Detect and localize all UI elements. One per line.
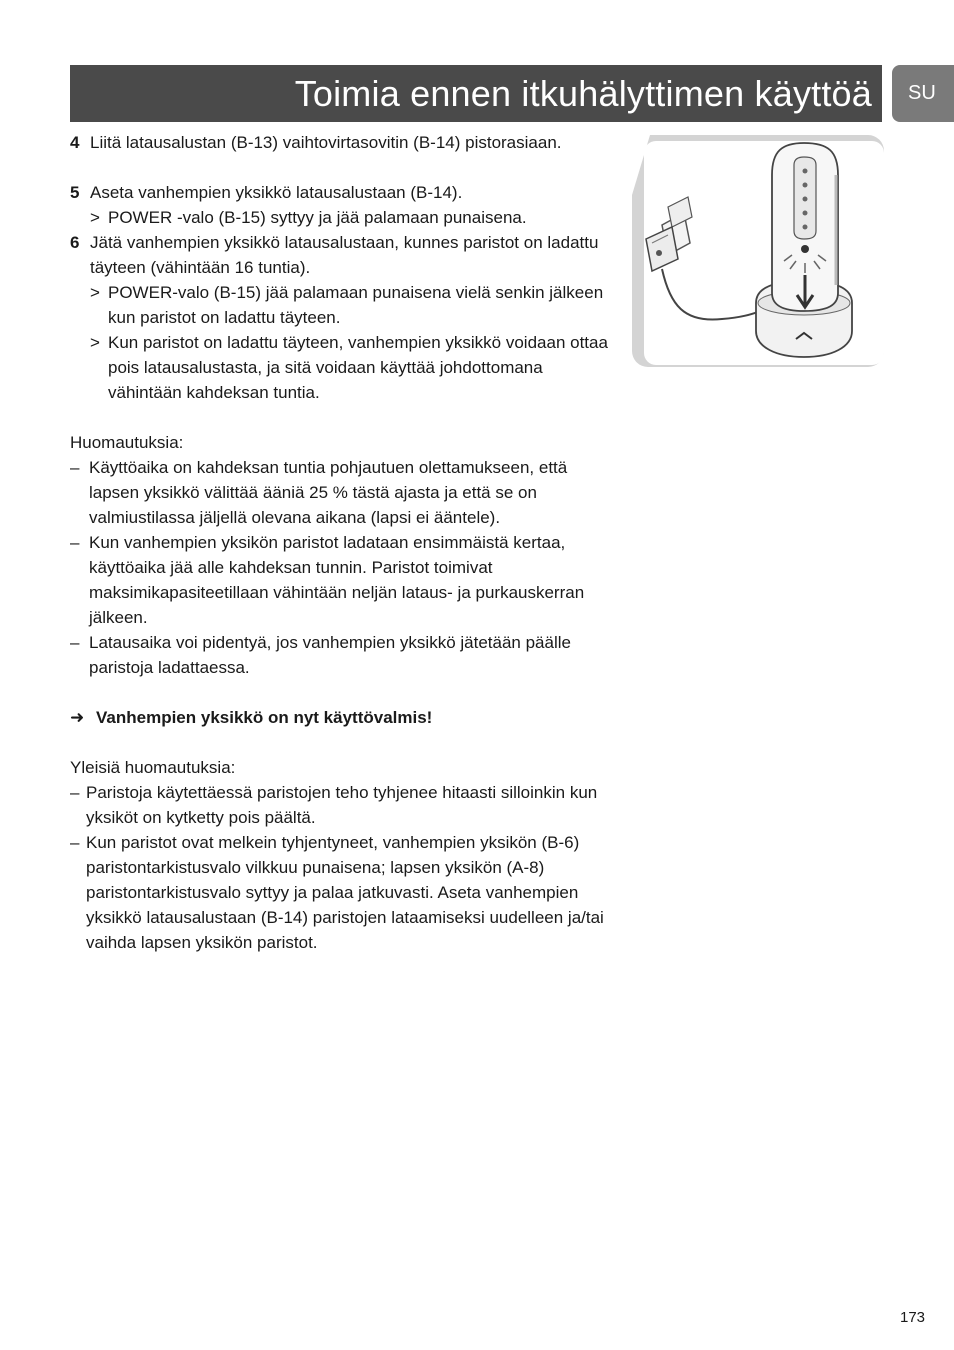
general-note-item [70, 830, 615, 955]
result-text: POWER -valo (B-15) syttyy ja jää palamaan punaisena. [108, 208, 527, 227]
general-note-text: Kun paristot ovat melkein tyhjentyneet, vanhempien yksikön (B-6) paristontarkistusvalo vilkkuu punaisena; lapsen yksikön (A-8) paristontarkistusvalo syttyy ja palaa jatkuvasti. Aseta vanhempien yksikkö latausalustaan (B-14) paristojen lataamiseksi uudelleen ja/tai vaihda lapsen yksikön paristot. [86, 833, 604, 952]
dash-marker: – [70, 458, 80, 477]
note-item [70, 530, 615, 630]
step-6 [70, 230, 615, 405]
step-4 [70, 130, 615, 155]
page-title: Toimia ennen itkuhälyttimen käyttöä [294, 72, 872, 114]
result-marker: > [90, 333, 100, 352]
step-number: 6 [70, 233, 80, 252]
note-text: Latausaika voi pidentyä, jos vanhempien yksikkö jätetään päälle paristoja ladattaessa. [89, 633, 571, 677]
general-note-text: Paristoja käytettäessä paristojen teho tyhjenee hitaasti silloinkin kun yksiköt on kytketty pois päältä. [86, 783, 598, 827]
step-text: Aseta vanhempien yksikkö latausalustaan (B-14). [90, 183, 463, 202]
language-tab: SU [892, 65, 954, 122]
note-item [70, 630, 615, 680]
step-result [90, 205, 615, 230]
step-result [90, 280, 615, 330]
step-number: 4 [70, 133, 80, 152]
ready-statement [70, 705, 615, 730]
page-header [70, 65, 882, 122]
page-number: 173 [900, 1309, 926, 1326]
step-result [90, 330, 615, 405]
step-5 [70, 180, 615, 230]
result-text: Kun paristot on ladattu täyteen, vanhempien yksikkö voidaan ottaa pois latausalustasta, ja sitä voidaan käyttää johdottomana vähintään kahdeksan tuntia. [108, 333, 608, 402]
dash-marker: – [70, 633, 80, 652]
notes-heading: Huomautuksia: [70, 433, 184, 452]
dash-marker: – [70, 833, 80, 852]
parent-unit-charging-illustration [632, 135, 884, 367]
note-item [70, 455, 615, 530]
instructions-column [70, 130, 615, 955]
step-number: 5 [70, 183, 80, 202]
note-text: Kun vanhempien yksikön paristot ladataan ensimmäistä kertaa, käyttöaika jää alle kahdeksan tunnin. Paristot toimivat maksimikapasiteetillaan vähintään neljän lataus- ja purkauskerran jälkeen. [89, 533, 585, 627]
ready-text: Vanhempien yksikkö on nyt käyttövalmis! [96, 708, 433, 727]
note-text: Käyttöaika on kahdeksan tuntia pohjautuen olettamukseen, että lapsen yksikkö välittää ääniä 25 % tästä ajasta ja että se on valmiustilassa jäljellä olevana aikana (lapsi ei ääntele). [89, 458, 568, 527]
general-note-item [70, 780, 615, 830]
dash-marker: – [70, 533, 80, 552]
result-marker: > [90, 283, 100, 302]
result-marker: > [90, 208, 100, 227]
arrow-icon: ➜ [70, 708, 85, 727]
step-text: Liitä latausalustan (B-13) vaihtovirtasovitin (B-14) pistorasiaan. [90, 133, 562, 152]
dash-marker: – [70, 783, 80, 802]
general-notes-heading: Yleisiä huomautuksia: [70, 758, 236, 777]
step-text: Jätä vanhempien yksikkö latausalustaan, kunnes paristot on ladattu täyteen (vähintään 16 tuntia). [90, 233, 599, 277]
result-text: POWER-valo (B-15) jää palamaan punaisena vielä senkin jälkeen kun paristot on ladattu täyteen. [108, 283, 604, 327]
